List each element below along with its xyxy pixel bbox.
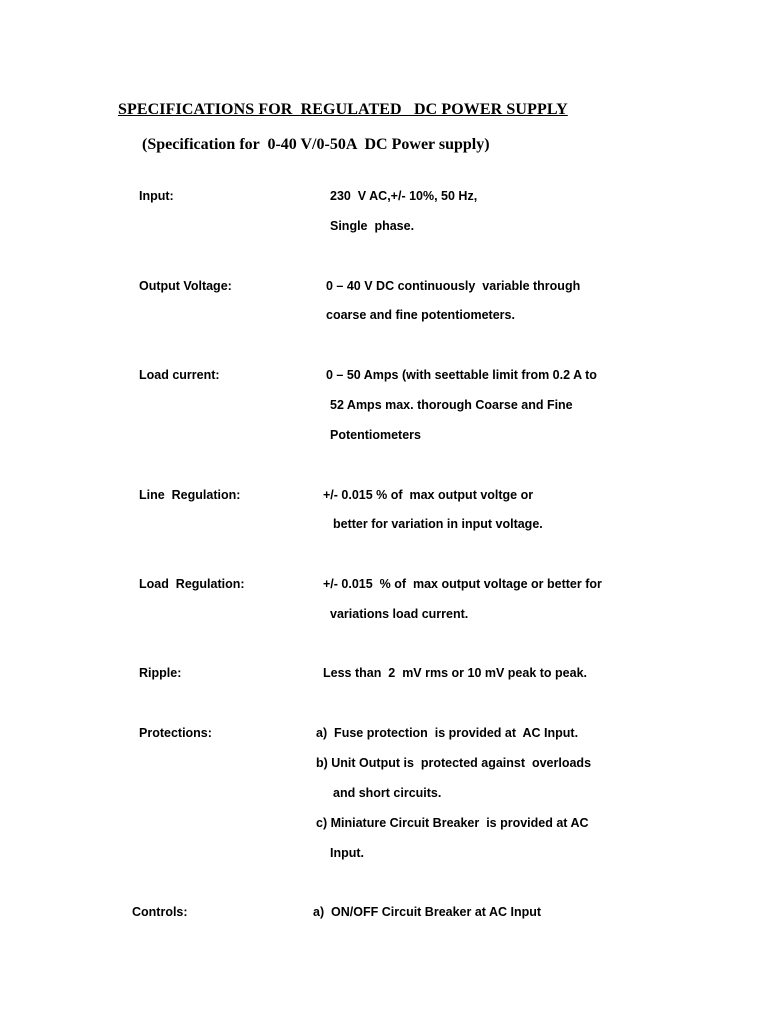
spec-label-controls: Controls: [132, 905, 188, 919]
spec-value-line: 230 V AC,+/- 10%, 50 Hz, [330, 189, 478, 203]
spec-value-line: variations load current. [330, 607, 469, 621]
spec-label-ripple: Ripple: [139, 666, 182, 680]
spec-label-load-current: Load current: [139, 368, 220, 382]
spec-label-line-regulation: Line Regulation: [139, 488, 241, 502]
spec-label-input: Input: [139, 189, 174, 203]
spec-label-load-regulation: Load Regulation: [139, 577, 245, 591]
spec-value-line: b) Unit Output is protected against overloads [316, 756, 592, 770]
spec-value-line: Potentiometers [330, 428, 421, 442]
spec-label-protections: Protections: [139, 726, 212, 740]
spec-value-line: +/- 0.015 % of max output voltage or better for [323, 577, 602, 591]
spec-value-line: +/- 0.015 % of max output voltge or [323, 488, 534, 502]
spec-value-line: and short circuits. [333, 786, 442, 800]
spec-value-line: a) Fuse protection is provided at AC Input. [316, 726, 579, 740]
spec-value-line: 0 – 50 Amps (with seettable limit from 0.2 A to [326, 368, 597, 382]
spec-value-line: a) ON/OFF Circuit Breaker at AC Input [313, 905, 542, 919]
spec-value-line: Less than 2 mV rms or 10 mV peak to peak. [323, 666, 587, 680]
spec-value-line: 0 – 40 V DC continuously variable through [326, 279, 581, 293]
spec-value-line: 52 Amps max. thorough Coarse and Fine [330, 398, 573, 412]
spec-label-output-voltage: Output Voltage: [139, 279, 232, 293]
spec-value-line: Input. [330, 846, 365, 860]
document-subtitle: (Specification for 0-40 V/0-50A DC Power supply) [142, 136, 490, 153]
spec-value-line: Single phase. [330, 219, 415, 233]
spec-value-line: c) Miniature Circuit Breaker is provided at AC [316, 816, 589, 830]
spec-value-line: coarse and fine potentiometers. [326, 308, 515, 322]
document-title: SPECIFICATIONS FOR REGULATED DC POWER SUPPLY [118, 101, 568, 118]
spec-value-line: better for variation in input voltage. [333, 517, 543, 531]
